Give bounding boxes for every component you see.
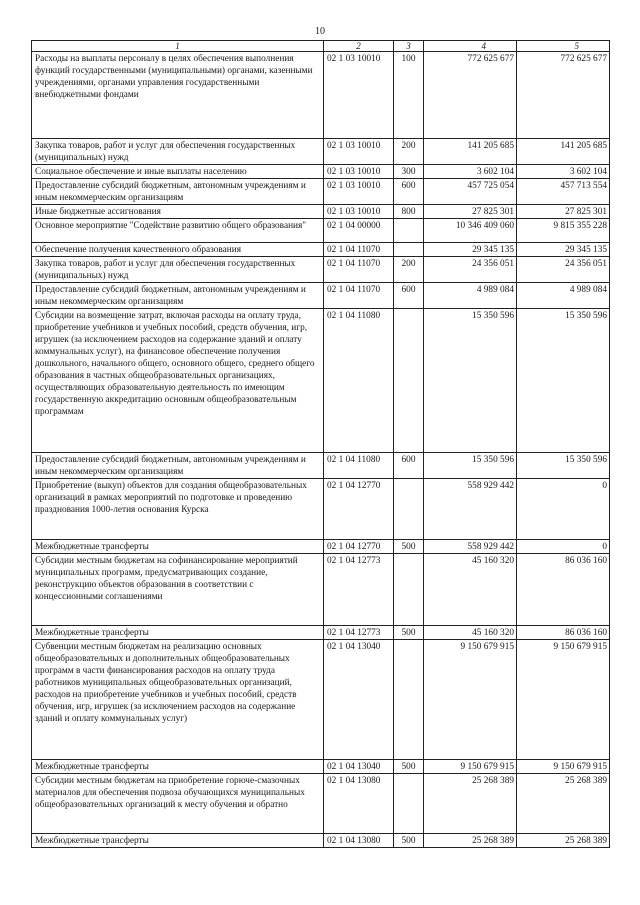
row-type-cell [394, 309, 424, 453]
table-row [32, 243, 610, 257]
budget-table [31, 40, 610, 848]
row-value-2-cell: 3 602 104 [517, 165, 610, 179]
row-type-cell: 100 [394, 52, 424, 139]
table-row [32, 453, 610, 479]
row-code-cell: 02 1 04 00000 [324, 219, 394, 243]
row-type-cell: 600 [394, 283, 424, 309]
row-name-cell: Приобретение (выкуп) объектов для создания общеобразовательных организаций в рамках мероприятий по подготовке и проведению празднования 1000-летия основания Курска [32, 479, 324, 540]
table-row [32, 257, 610, 283]
table-row [32, 139, 610, 165]
row-value-2-cell: 86 036 160 [517, 554, 610, 626]
row-code-cell: 02 1 04 12770 [324, 479, 394, 540]
row-value-1-cell: 10 346 409 060 [424, 219, 517, 243]
row-value-2-cell: 9 150 679 915 [517, 760, 610, 774]
header-col-5: 5 [517, 41, 610, 52]
row-value-1-cell: 9 150 679 915 [424, 640, 517, 760]
row-value-2-cell: 29 345 135 [517, 243, 610, 257]
row-name-cell: Предоставление субсидий бюджетным, автономным учреждениям и иным некоммерческим организациям [32, 283, 324, 309]
row-type-cell [394, 479, 424, 540]
row-type-cell: 300 [394, 165, 424, 179]
row-type-cell: 500 [394, 626, 424, 640]
table-row [32, 640, 610, 760]
row-type-cell: 500 [394, 760, 424, 774]
row-value-1-cell: 45 160 320 [424, 626, 517, 640]
row-value-2-cell: 27 825 301 [517, 205, 610, 219]
row-type-cell: 600 [394, 453, 424, 479]
page-number: 10 [315, 26, 325, 37]
header-col-1: 1 [32, 41, 324, 52]
row-value-1-cell: 25 268 389 [424, 774, 517, 834]
table-row [32, 554, 610, 626]
row-value-2-cell: 15 350 596 [517, 453, 610, 479]
header-col-4: 4 [424, 41, 517, 52]
row-name-cell: Социальное обеспечение и иные выплаты населению [32, 165, 324, 179]
row-code-cell: 02 1 04 13080 [324, 834, 394, 848]
row-code-cell: 02 1 04 11070 [324, 283, 394, 309]
table-row [32, 179, 610, 205]
row-value-2-cell: 0 [517, 479, 610, 540]
row-code-cell: 02 1 04 11080 [324, 453, 394, 479]
row-value-1-cell: 15 350 596 [424, 309, 517, 453]
row-value-1-cell: 457 725 054 [424, 179, 517, 205]
row-code-cell: 02 1 03 10010 [324, 205, 394, 219]
table-row [32, 540, 610, 554]
row-type-cell: 600 [394, 179, 424, 205]
row-value-2-cell: 25 268 389 [517, 774, 610, 834]
row-code-cell: 02 1 03 10010 [324, 139, 394, 165]
row-code-cell: 02 1 03 10010 [324, 165, 394, 179]
row-name-cell: Закупка товаров, работ и услуг для обеспечения государственных (муниципальных) нужд [32, 257, 324, 283]
row-value-1-cell: 15 350 596 [424, 453, 517, 479]
row-value-1-cell: 24 356 051 [424, 257, 517, 283]
row-code-cell: 02 1 03 10010 [324, 179, 394, 205]
row-code-cell: 02 1 04 12770 [324, 540, 394, 554]
row-value-2-cell: 0 [517, 540, 610, 554]
header-col-3: 3 [394, 41, 424, 52]
header-col-2: 2 [324, 41, 394, 52]
row-code-cell: 02 1 04 13040 [324, 640, 394, 760]
row-code-cell: 02 1 04 11070 [324, 243, 394, 257]
row-value-1-cell: 29 345 135 [424, 243, 517, 257]
row-value-2-cell: 9 815 355 228 [517, 219, 610, 243]
row-value-2-cell: 772 625 677 [517, 52, 610, 139]
row-type-cell [394, 243, 424, 257]
row-value-2-cell: 86 036 160 [517, 626, 610, 640]
row-name-cell: Межбюджетные трансферты [32, 540, 324, 554]
row-name-cell: Предоставление субсидий бюджетным, автономным учреждениям и иным некоммерческим организациям [32, 179, 324, 205]
row-type-cell [394, 219, 424, 243]
row-code-cell: 02 1 04 13080 [324, 774, 394, 834]
table-row [32, 479, 610, 540]
row-name-cell: Иные бюджетные ассигнования [32, 205, 324, 219]
row-value-1-cell: 558 929 442 [424, 479, 517, 540]
row-value-1-cell: 9 150 679 915 [424, 760, 517, 774]
row-value-2-cell: 25 268 389 [517, 834, 610, 848]
row-value-2-cell: 457 713 554 [517, 179, 610, 205]
row-name-cell: Основное мероприятие "Содействие развитию общего образования" [32, 219, 324, 243]
row-code-cell: 02 1 04 12773 [324, 554, 394, 626]
row-value-1-cell: 45 160 320 [424, 554, 517, 626]
row-name-cell: Обеспечение получения качественного образования [32, 243, 324, 257]
table-row [32, 760, 610, 774]
row-code-cell: 02 1 03 10010 [324, 52, 394, 139]
row-value-1-cell: 25 268 389 [424, 834, 517, 848]
row-code-cell: 02 1 04 12773 [324, 626, 394, 640]
table-row [32, 309, 610, 453]
row-name-cell: Субсидии местным бюджетам на приобретение горюче-смазочных материалов для обеспечения подвоза обучающихся муниципальных общеобразовательных организаций к месту обучения и обратно [32, 774, 324, 834]
row-value-2-cell: 9 150 679 915 [517, 640, 610, 760]
table-row [32, 52, 610, 139]
row-value-1-cell: 4 989 084 [424, 283, 517, 309]
row-value-2-cell: 24 356 051 [517, 257, 610, 283]
table-row [32, 626, 610, 640]
row-code-cell: 02 1 04 11080 [324, 309, 394, 453]
row-name-cell: Субвенции местным бюджетам на реализацию основных общеобразовательных и дополнительных общеобразовательных программ в части финансирования расходов на оплату труда работников муниципальных общеобразовательных организаций, расходов на приобретение учебников и учебных пособий, средств обучения, игр, игрушек (за исключением расходов на содержание зданий и оплату коммунальных услуг) [32, 640, 324, 760]
row-type-cell: 500 [394, 834, 424, 848]
row-name-cell: Субсидии местным бюджетам на софинансирование мероприятий муниципальных программ, предусматривающих создание, реконструкцию объектов образования в соответствии с концессионными соглашениями [32, 554, 324, 626]
table-row [32, 205, 610, 219]
row-name-cell: Закупка товаров, работ и услуг для обеспечения государственных (муниципальных) нужд [32, 139, 324, 165]
row-type-cell: 500 [394, 540, 424, 554]
row-type-cell [394, 640, 424, 760]
row-value-2-cell: 141 205 685 [517, 139, 610, 165]
row-value-1-cell: 3 602 104 [424, 165, 517, 179]
row-value-2-cell: 4 989 084 [517, 283, 610, 309]
row-value-2-cell: 15 350 596 [517, 309, 610, 453]
row-code-cell: 02 1 04 13040 [324, 760, 394, 774]
row-value-1-cell: 141 205 685 [424, 139, 517, 165]
row-value-1-cell: 558 929 442 [424, 540, 517, 554]
row-value-1-cell: 27 825 301 [424, 205, 517, 219]
table-row [32, 219, 610, 243]
table-body [32, 52, 610, 848]
row-name-cell: Предоставление субсидий бюджетным, автономным учреждениям и иным некоммерческим организациям [32, 453, 324, 479]
row-type-cell [394, 774, 424, 834]
row-name-cell: Расходы на выплаты персоналу в целях обеспечения выполнения функций государственными (муниципальными) органами, казенными учреждениями, органами управления государственными внебюджетными фондами [32, 52, 324, 139]
header-row [32, 41, 610, 52]
row-name-cell: Межбюджетные трансферты [32, 834, 324, 848]
row-name-cell: Межбюджетные трансферты [32, 626, 324, 640]
table-row [32, 165, 610, 179]
row-name-cell: Межбюджетные трансферты [32, 760, 324, 774]
table-row [32, 774, 610, 834]
row-type-cell: 200 [394, 139, 424, 165]
row-type-cell: 800 [394, 205, 424, 219]
row-value-1-cell: 772 625 677 [424, 52, 517, 139]
row-type-cell: 200 [394, 257, 424, 283]
row-type-cell [394, 554, 424, 626]
table-row [32, 834, 610, 848]
row-name-cell: Субсидии на возмещение затрат, включая расходы на оплату труда, приобретение учебников и учебных пособий, средств обучения, игр, игрушек (за исключением расходов на содержание зданий и оплату коммунальных услуг), на финансовое обеспечение получения дошкольного, начального общего, основного общего, среднего общего образования в частных общеобразовательных организациях, осуществляющих образовательную деятельность по имеющим государственную аккредитацию основным общеобразовательным программам [32, 309, 324, 453]
table-row [32, 283, 610, 309]
row-code-cell: 02 1 04 11070 [324, 257, 394, 283]
